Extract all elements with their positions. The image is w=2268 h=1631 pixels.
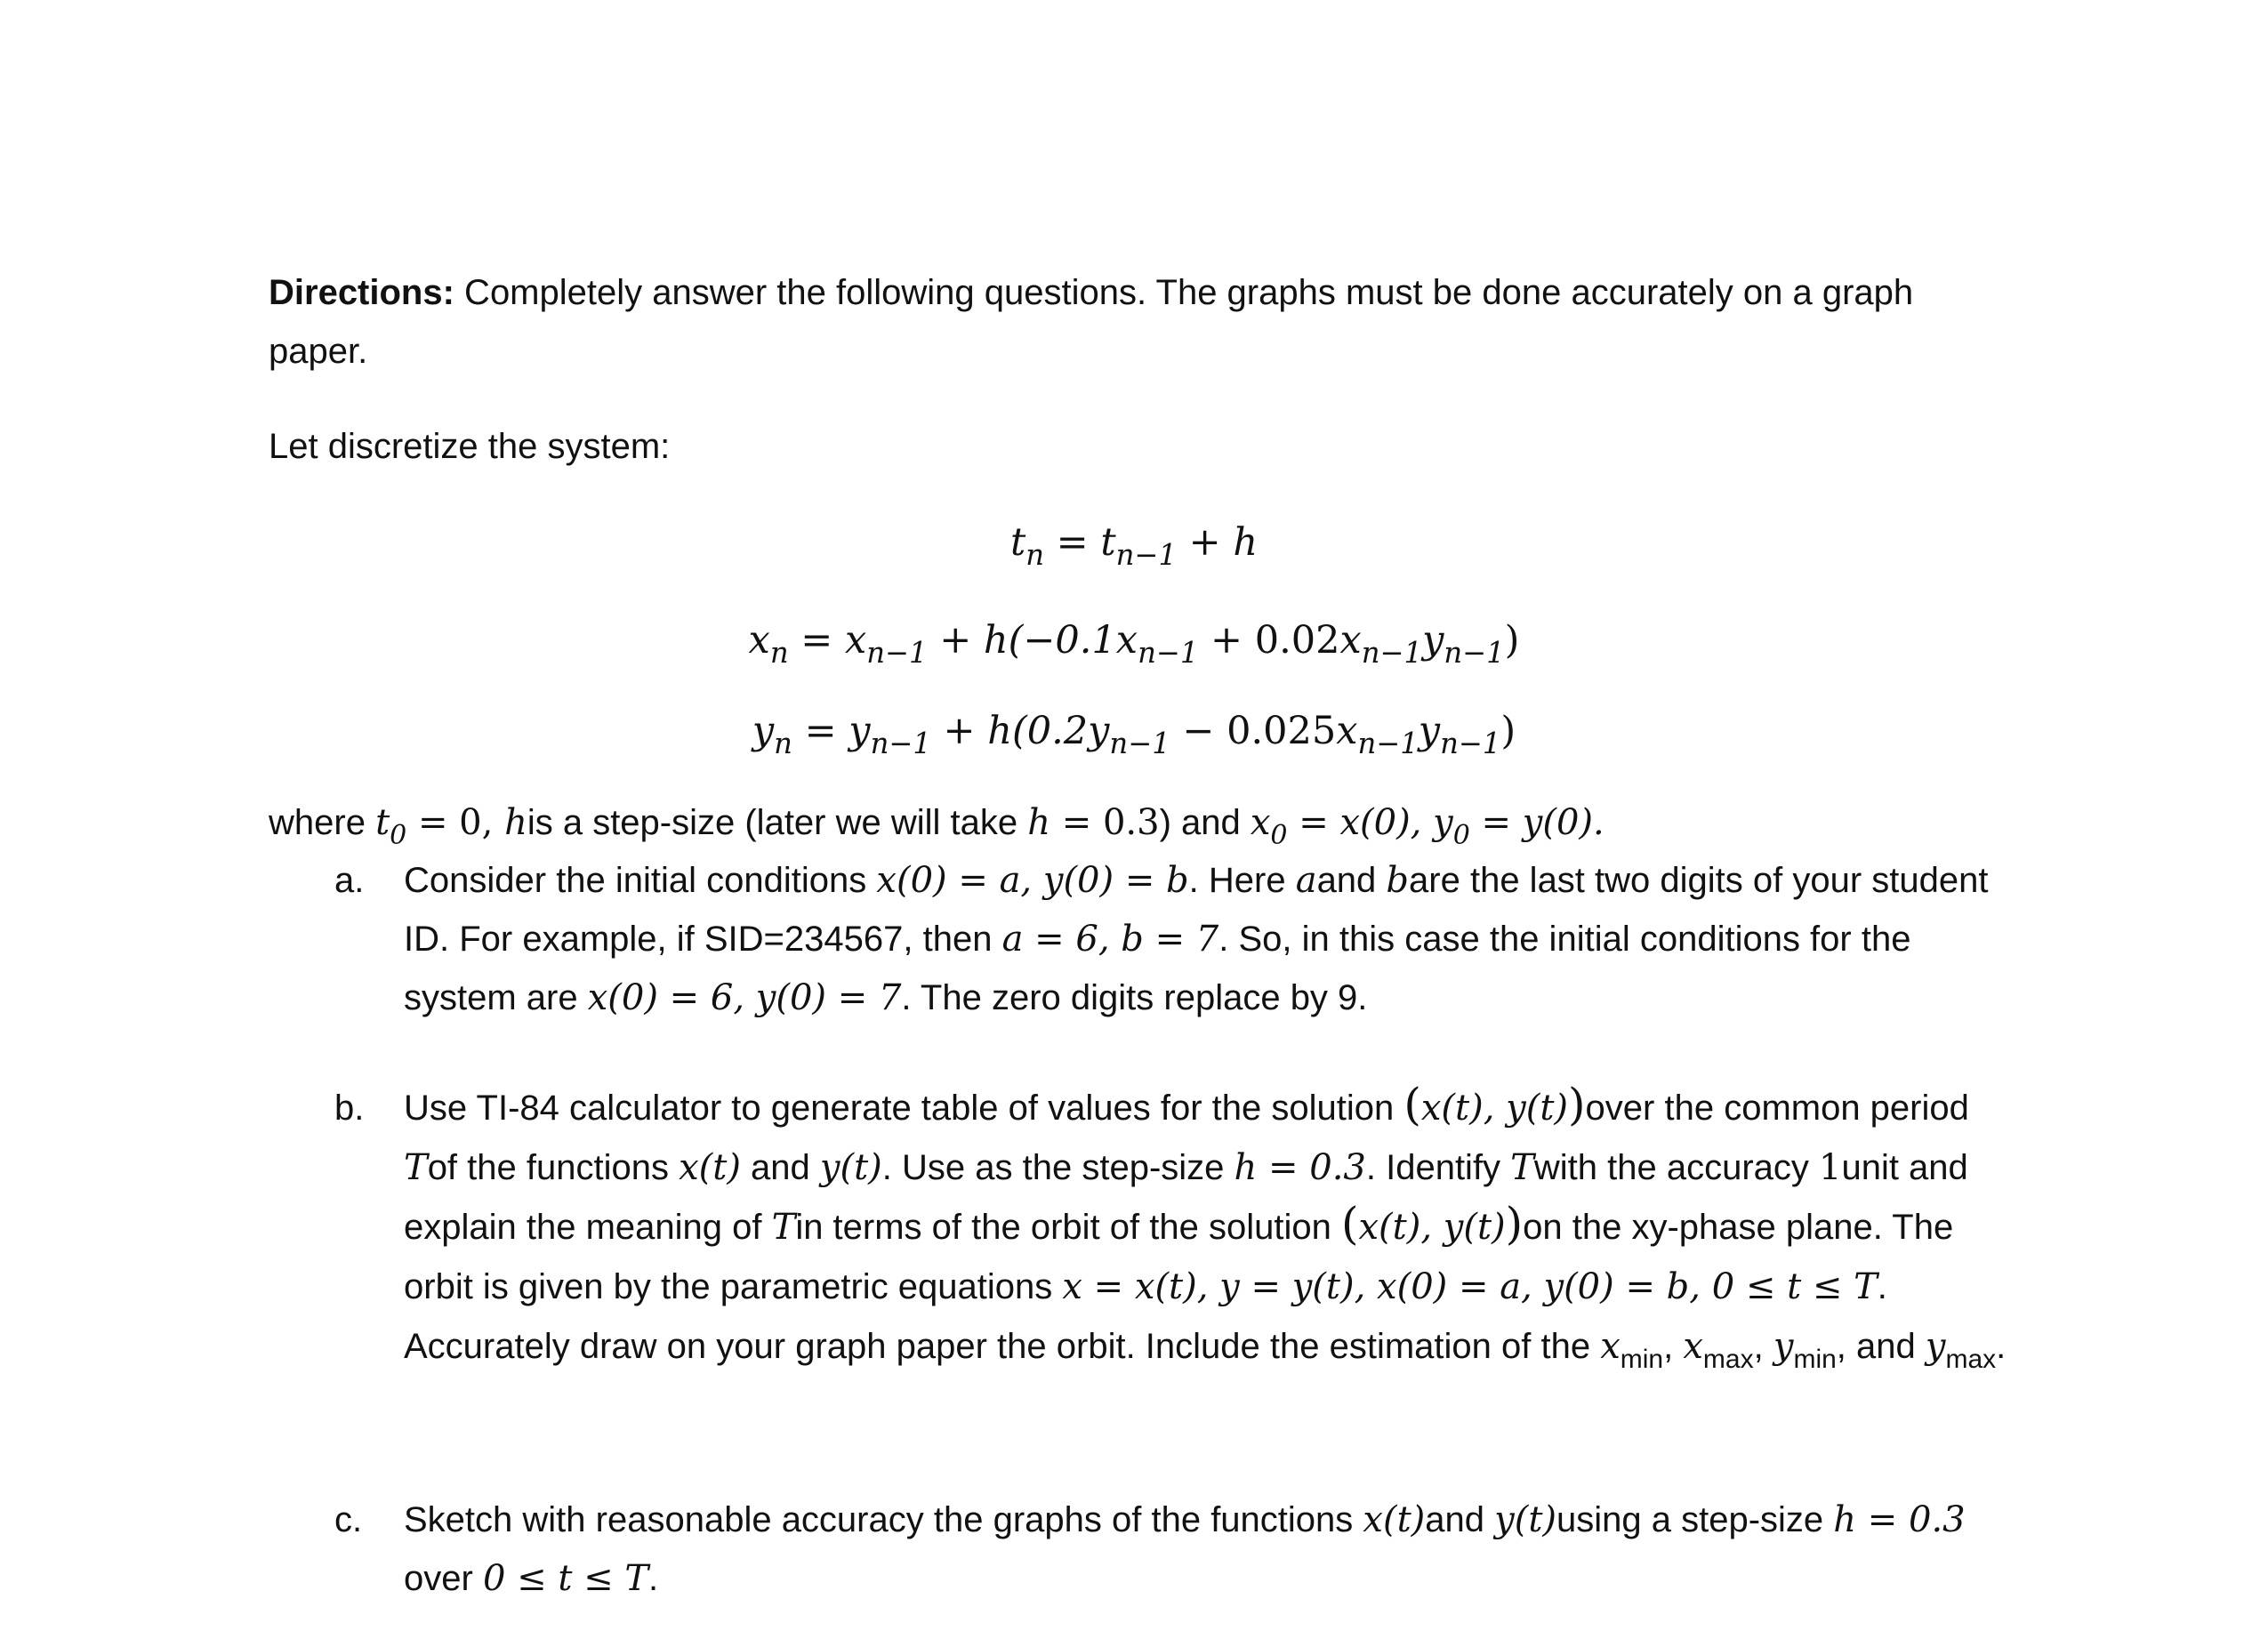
- directions-text: Completely answer the following questions. The graphs must be done accurately on a graph paper.: [269, 273, 1914, 371]
- intro-text: Let discretize the system:: [269, 427, 671, 466]
- where-line: where $t_0 = 0$, his a step-size (later we will take h = 0.3) and $x_0 = x(0)$, $y_0 = y(0)$.: [269, 802, 1604, 851]
- question-b-marker: b.: [334, 1089, 365, 1128]
- question-c-text: Sketch with reasonable accuracy the graphs of the functions x(t)and y(t)using a step-size h = 0.3 over 0 ≤ t ≤ T.: [404, 1499, 1966, 1599]
- directions-label: Directions:: [269, 273, 454, 312]
- directions-paragraph: [269, 263, 2012, 381]
- equation-t: $t_n = t_{n-1} + h$: [1009, 520, 1259, 573]
- equation-y: $y_n = y_{n-1} + h(0.2y_{n-1} - 0.025x_{n-1}y_{n-1})$: [752, 709, 1516, 761]
- equation-x: $x_n = x_{n-1} + h(-0.1x_{n-1} + 0.02x_{n-1}y_{n-1})$: [748, 618, 1520, 671]
- question-a-text: Consider the initial conditions x(0) = a, y(0) = b. Here aand bare the last two digits of your student ID. For example, if SID=234567, then a = 6, b = 7. So, in this case the initial conditions for the system are x(0) = 6, y(0) = 7. The zero digits replace by 9.: [404, 860, 1989, 1018]
- question-b-text: Use TI-84 calculator to generate table of values for the solution (x(t), y(t))over the common period Tof the functions x(t) and y(t). Use as the step-size h = 0.3. Identify Twith the accuracy 1unit and explain the meaning of Tin terms of the orbit of the solution (x(t), y(t))on the xy-phase plane. The orbit is given by the parametric equations x = x(t), y = y(t), x(0) = a, y(0) = b, 0 ≤ t ≤ T. Accurately draw on your graph paper the orbit. Include the estimation of the $x_{min}$, $x_{max}$, $y_{min}$, and $y_{max}$.: [404, 1079, 2007, 1374]
- question-a-marker: a.: [334, 861, 365, 900]
- question-c-marker: c.: [334, 1500, 363, 1539]
